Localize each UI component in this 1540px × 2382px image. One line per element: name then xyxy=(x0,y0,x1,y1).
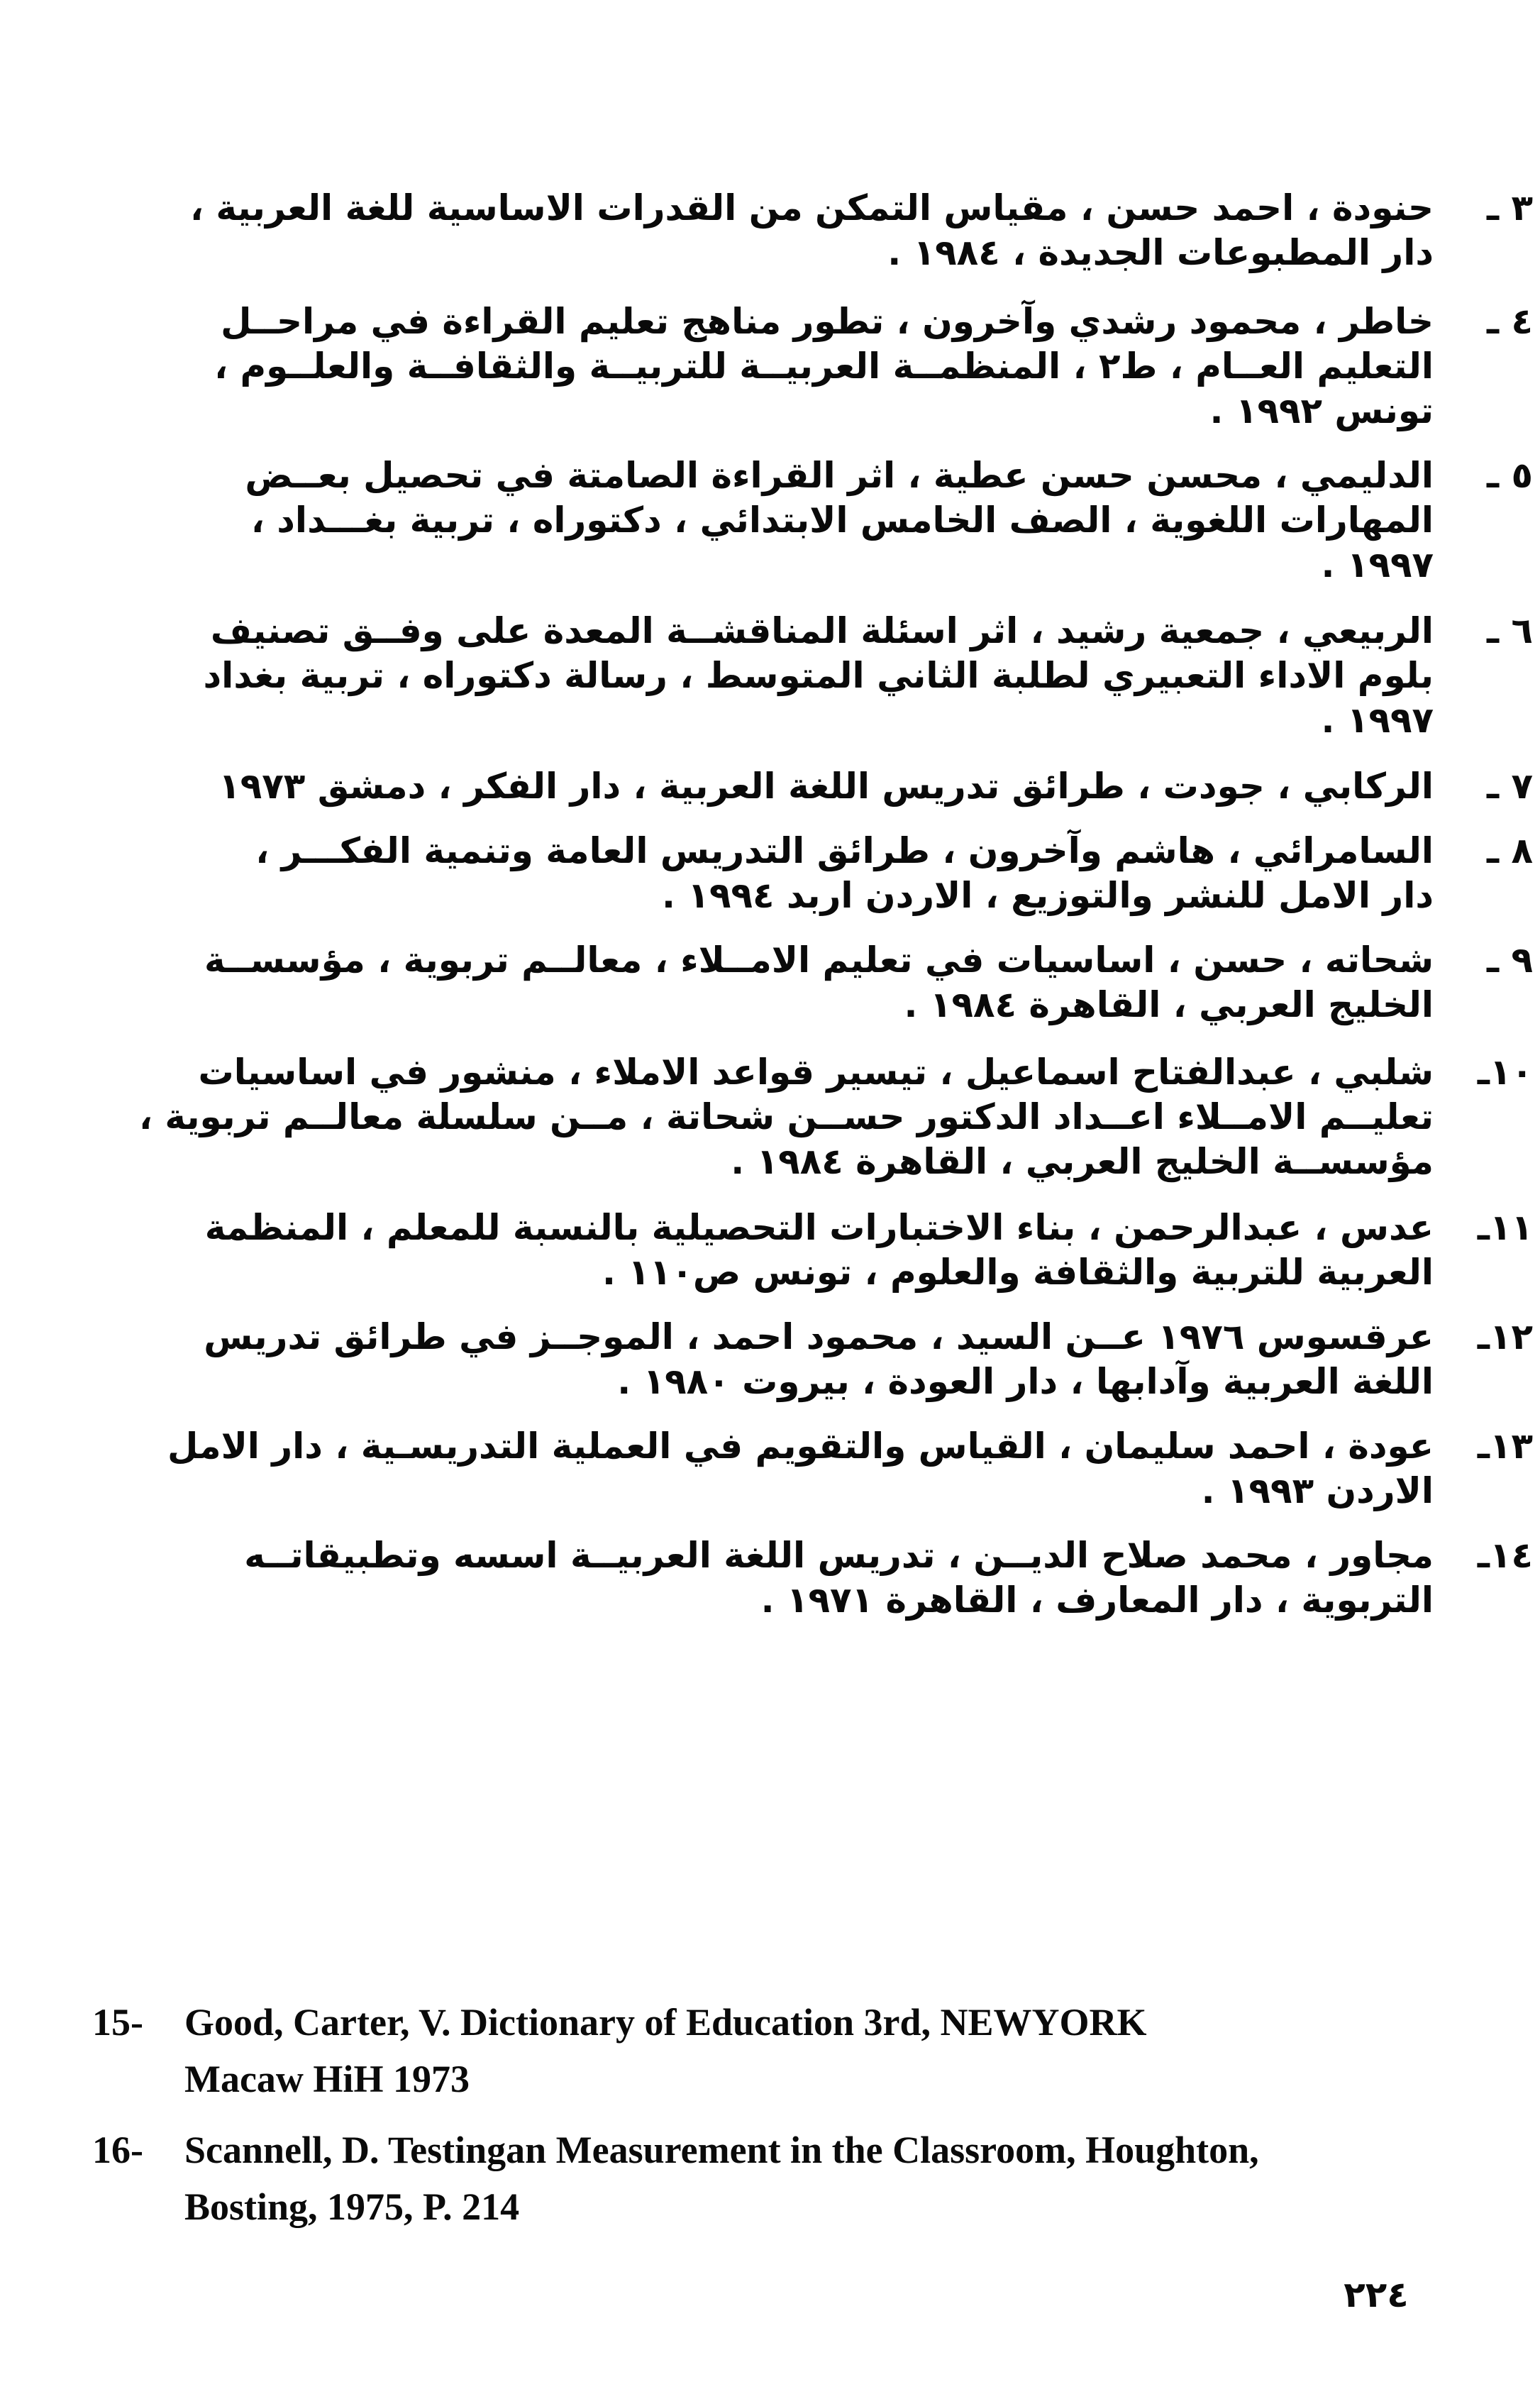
reference-number: ١٤ـ xyxy=(1477,1535,1533,1576)
reference-line: عودة ، احمد سليمان ، القياس والتقويم في العملية التدريسـية ، دار الامل xyxy=(167,1426,1434,1467)
reference-item xyxy=(99,1315,1533,1404)
reference-line: دار الامل للنشر والتوزيع ، الاردن اربد ١٩٩٤ . xyxy=(662,875,1434,916)
reference-item xyxy=(99,938,1533,1027)
reference-line: الدليمي ، محسن حسن عطية ، اثر القراءة الصامتة في تحصيل بعــض xyxy=(245,455,1434,496)
reference-line: شلبي ، عبدالفتاح اسماعيل ، تيسير قواعد الاملاء ، منشور في اساسيات xyxy=(198,1052,1434,1093)
reference-line: خاطر ، محمود رشدي وآخرون ، تطور مناهج تعليم القراءة في مراحــل xyxy=(221,301,1434,342)
reference-number: ٦ ـ xyxy=(1486,610,1533,651)
reference-line: ١٩٩٧ . xyxy=(1321,700,1434,741)
reference-number: ٤ ـ xyxy=(1486,301,1533,342)
reference-item xyxy=(99,1533,1533,1623)
arabic-references-list xyxy=(99,186,1533,1623)
reference-line: التعليم العــام ، ط٢ ، المنظمــة العربيــة للتربيــة والثقافــة والعلــوم ، xyxy=(214,346,1434,387)
reference-number: ١٠ـ xyxy=(1477,1052,1533,1093)
reference-line: مجاور ، محمد صلاح الديــن ، تدريس اللغة العربيــة اسسه وتطبيقاتــه xyxy=(244,1535,1434,1576)
reference-line: الاردن ١٩٩٣ . xyxy=(1201,1470,1434,1511)
reference-line: الركابي ، جودت ، طرائق تدريس اللغة العربية ، دار الفكر ، دمشق ١٩٧٣ xyxy=(218,766,1434,807)
reference-line: Scannell, D. Testingan Measurement in the Classroom, Houghton, xyxy=(184,2129,1259,2171)
reference-line: الخليج العربي ، القاهرة ١٩٨٤ . xyxy=(904,984,1434,1025)
reference-number: 15- xyxy=(92,2001,143,2044)
reference-item xyxy=(92,1994,1440,2107)
reference-line: حنودة ، احمد حسن ، مقياس التمكن من القدرات الاساسية للغة العربية ، xyxy=(190,187,1434,228)
reference-line: ١٩٩٧ . xyxy=(1321,544,1434,585)
reference-line: اللغة العربية وآدابها ، دار العودة ، بيروت ١٩٨٠ . xyxy=(617,1361,1434,1402)
reference-line: تونس ١٩٩٢ . xyxy=(1209,390,1434,431)
page-number: ٢٢٤ xyxy=(1344,2274,1409,2315)
reference-line: عرقسوس ١٩٧٦ عــن السيد ، محمود احمد ، الموجــز في طرائق تدريس xyxy=(204,1316,1434,1357)
reference-line: Good, Carter, V. Dictionary of Education 3rd, NEWYORK xyxy=(184,2001,1147,2044)
reference-item xyxy=(99,186,1533,275)
reference-line: السامرائي ، هاشم وآخرون ، طرائق التدريس العامة وتنمية الفكـــر ، xyxy=(255,830,1434,871)
reference-line: بلوم الاداء التعبيري لطلبة الثاني المتوسط ، رسالة دكتوراه ، تربية بغداد xyxy=(203,655,1434,696)
reference-item xyxy=(99,609,1533,743)
reference-line: التربوية ، دار المعارف ، القاهرة ١٩٧١ . xyxy=(760,1579,1434,1621)
reference-number: ١٢ـ xyxy=(1477,1316,1533,1357)
reference-number: ١١ـ xyxy=(1477,1207,1533,1248)
english-references-list xyxy=(92,1994,1440,2249)
reference-line: تعليــم الامــلاء اعــداد الدكتور حســن شحاتة ، مــن سلسلة معالــم تربوية ، xyxy=(139,1096,1434,1137)
reference-number: ١٣ـ xyxy=(1477,1426,1533,1467)
reference-item xyxy=(99,764,1533,809)
reference-number: ٧ ـ xyxy=(1486,766,1533,807)
reference-line: شحاته ، حسن ، اساسيات في تعليم الامــلاء ، معالــم تربوية ، مؤسســة xyxy=(204,939,1434,981)
reference-line: عدس ، عبدالرحمن ، بناء الاختبارات التحصيلية بالنسبة للمعلم ، المنظمة xyxy=(204,1207,1434,1248)
reference-number: ٣ ـ xyxy=(1486,187,1533,228)
reference-number: ٥ ـ xyxy=(1486,455,1533,496)
reference-line: العربية للتربية والثقافة والعلوم ، تونس ص١١٠ . xyxy=(602,1252,1434,1293)
reference-line: المهارات اللغوية ، الصف الخامس الابتدائي ، دكتوراه ، تربية بغـــداد ، xyxy=(250,500,1434,541)
reference-line: مؤسســة الخليج العربي ، القاهرة ١٩٨٤ . xyxy=(731,1141,1434,1182)
reference-item xyxy=(99,829,1533,918)
reference-number: ٩ ـ xyxy=(1486,939,1533,981)
reference-item xyxy=(92,2122,1440,2235)
reference-item xyxy=(99,1206,1533,1295)
reference-item xyxy=(99,453,1533,588)
reference-line: دار المطبوعات الجديدة ، ١٩٨٤ . xyxy=(887,232,1434,273)
reference-line: Bosting, 1975, P. 214 xyxy=(184,2185,520,2228)
reference-number: ٨ ـ xyxy=(1486,830,1533,871)
reference-item xyxy=(99,1424,1533,1513)
reference-line: Macaw HiH 1973 xyxy=(184,2058,470,2100)
reference-number: 16- xyxy=(92,2129,143,2171)
reference-line: الربيعي ، جمعية رشيد ، اثر اسئلة المناقشــة المعدة على وفــق تصنيف xyxy=(210,610,1434,651)
reference-item xyxy=(99,299,1533,434)
reference-item xyxy=(99,1050,1533,1184)
